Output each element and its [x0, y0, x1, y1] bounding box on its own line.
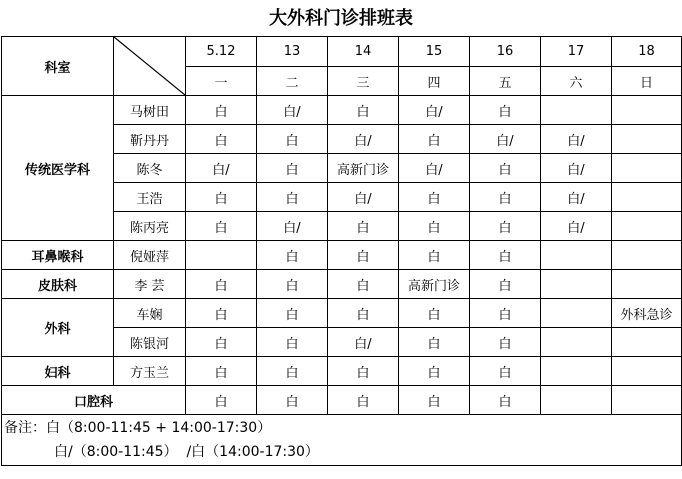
shift-cell	[612, 183, 682, 212]
shift-cell: 白	[470, 154, 541, 183]
date-header: 14	[328, 37, 399, 67]
doctor-name: 马树田	[114, 96, 186, 125]
doctor-name: 车娴	[114, 299, 186, 328]
shift-cell: 白	[470, 299, 541, 328]
shift-cell: 白	[470, 270, 541, 299]
department-cell: 传统医学科	[2, 96, 114, 241]
shift-cell	[541, 386, 612, 415]
shift-cell	[186, 241, 257, 270]
table-row	[2, 241, 682, 270]
table-row	[2, 386, 682, 415]
shift-cell	[612, 125, 682, 154]
shift-cell	[612, 386, 682, 415]
note-line-2: 白/（8:00-11:45） /白（14:00-17:30）	[54, 444, 319, 460]
weekday-header: 一	[186, 67, 257, 96]
page-title: 大外科门诊排班表	[269, 8, 413, 29]
shift-cell: 白	[328, 299, 399, 328]
shift-cell	[612, 212, 682, 241]
doctor-name: 李 芸	[114, 270, 186, 299]
table-row	[2, 96, 682, 125]
shift-cell: 白	[399, 212, 470, 241]
shift-cell: 白	[257, 328, 328, 357]
date-header: 13	[257, 37, 328, 67]
shift-cell: 白	[470, 357, 541, 386]
date-header: 17	[541, 37, 612, 67]
shift-cell: 白	[328, 270, 399, 299]
shift-cell: 白	[399, 125, 470, 154]
shift-cell: 白	[470, 241, 541, 270]
note-line-1: 备注：白（8:00-11:45 + 14:00-17:30）	[4, 420, 272, 436]
shift-cell: 白	[399, 241, 470, 270]
shift-cell: 白	[186, 212, 257, 241]
doctor-name: 倪娅萍	[114, 241, 186, 270]
shift-cell	[541, 299, 612, 328]
weekday-header: 日	[612, 67, 682, 96]
department-cell: 皮肤科	[2, 270, 114, 299]
shift-cell: 白	[257, 386, 328, 415]
shift-cell: 白	[328, 212, 399, 241]
date-header: 5.12	[186, 37, 257, 67]
date-header: 15	[399, 37, 470, 67]
schedule-table	[1, 36, 682, 466]
shift-cell	[612, 357, 682, 386]
shift-cell: 白	[257, 241, 328, 270]
shift-cell: 白	[186, 357, 257, 386]
shift-cell: 高新门诊	[328, 154, 399, 183]
shift-cell: 白/	[541, 154, 612, 183]
shift-cell: 白	[186, 270, 257, 299]
shift-cell	[612, 154, 682, 183]
shift-cell: 白	[328, 241, 399, 270]
doctor-name: 陈冬	[114, 154, 186, 183]
doctor-name: 王浩	[114, 183, 186, 212]
weekday-header: 六	[541, 67, 612, 96]
dept-header: 科室	[2, 37, 114, 96]
shift-cell: 白	[257, 270, 328, 299]
weekday-header: 四	[399, 67, 470, 96]
shift-cell: 白	[470, 386, 541, 415]
shift-cell: 白/	[541, 212, 612, 241]
shift-cell: 白	[186, 183, 257, 212]
shift-cell: 白	[470, 212, 541, 241]
department-cell: 外科	[2, 299, 114, 357]
shift-cell: 白/	[328, 125, 399, 154]
shift-cell	[541, 357, 612, 386]
shift-cell: 白/	[257, 212, 328, 241]
shift-cell	[541, 241, 612, 270]
date-header: 18	[612, 37, 682, 67]
notes-cell	[2, 415, 682, 466]
shift-cell	[541, 328, 612, 357]
shift-cell: 白	[257, 125, 328, 154]
table-row	[2, 299, 682, 328]
department-cell: 妇科	[2, 357, 114, 386]
shift-cell: 白	[328, 386, 399, 415]
shift-cell: 白/	[328, 183, 399, 212]
shift-cell: 白/	[541, 125, 612, 154]
department-cell: 口腔科	[2, 386, 186, 415]
shift-cell: 白	[328, 96, 399, 125]
weekday-header: 五	[470, 67, 541, 96]
shift-cell: 白/	[328, 328, 399, 357]
shift-cell	[612, 96, 682, 125]
shift-cell: 白/	[541, 183, 612, 212]
department-cell: 耳鼻喉科	[2, 241, 114, 270]
table-row	[2, 357, 682, 386]
shift-cell: 白	[399, 183, 470, 212]
shift-cell: 白	[186, 125, 257, 154]
shift-cell	[541, 270, 612, 299]
shift-cell: 白	[399, 386, 470, 415]
shift-cell: 白	[186, 386, 257, 415]
shift-cell: 高新门诊	[399, 270, 470, 299]
shift-cell: 白	[328, 357, 399, 386]
table-row	[2, 270, 682, 299]
diagonal-header-cell	[114, 37, 186, 96]
weekday-header: 三	[328, 67, 399, 96]
shift-cell: 白/	[257, 96, 328, 125]
doctor-name: 陈丙亮	[114, 212, 186, 241]
date-header: 16	[470, 37, 541, 67]
shift-cell: 白	[257, 183, 328, 212]
shift-cell: 白	[470, 328, 541, 357]
shift-cell	[612, 241, 682, 270]
doctor-name: 方玉兰	[114, 357, 186, 386]
shift-cell: 白/	[186, 154, 257, 183]
diagonal-line	[114, 37, 185, 95]
doctor-name: 陈银河	[114, 328, 186, 357]
shift-cell	[612, 328, 682, 357]
shift-cell: 白	[257, 299, 328, 328]
shift-cell: 外科急诊	[612, 299, 682, 328]
shift-cell: 白	[470, 183, 541, 212]
shift-cell: 白	[470, 96, 541, 125]
shift-cell: 白/	[399, 154, 470, 183]
shift-cell: 白	[399, 328, 470, 357]
shift-cell: 白	[399, 357, 470, 386]
shift-cell: 白	[186, 299, 257, 328]
shift-cell	[541, 96, 612, 125]
weekday-header: 二	[257, 67, 328, 96]
shift-cell: 白	[186, 328, 257, 357]
shift-cell: 白/	[470, 125, 541, 154]
shift-cell: 白/	[399, 96, 470, 125]
doctor-name: 靳丹丹	[114, 125, 186, 154]
shift-cell: 白	[257, 154, 328, 183]
shift-cell	[612, 270, 682, 299]
shift-cell: 白	[186, 96, 257, 125]
shift-cell: 白	[399, 299, 470, 328]
shift-cell: 白	[257, 357, 328, 386]
